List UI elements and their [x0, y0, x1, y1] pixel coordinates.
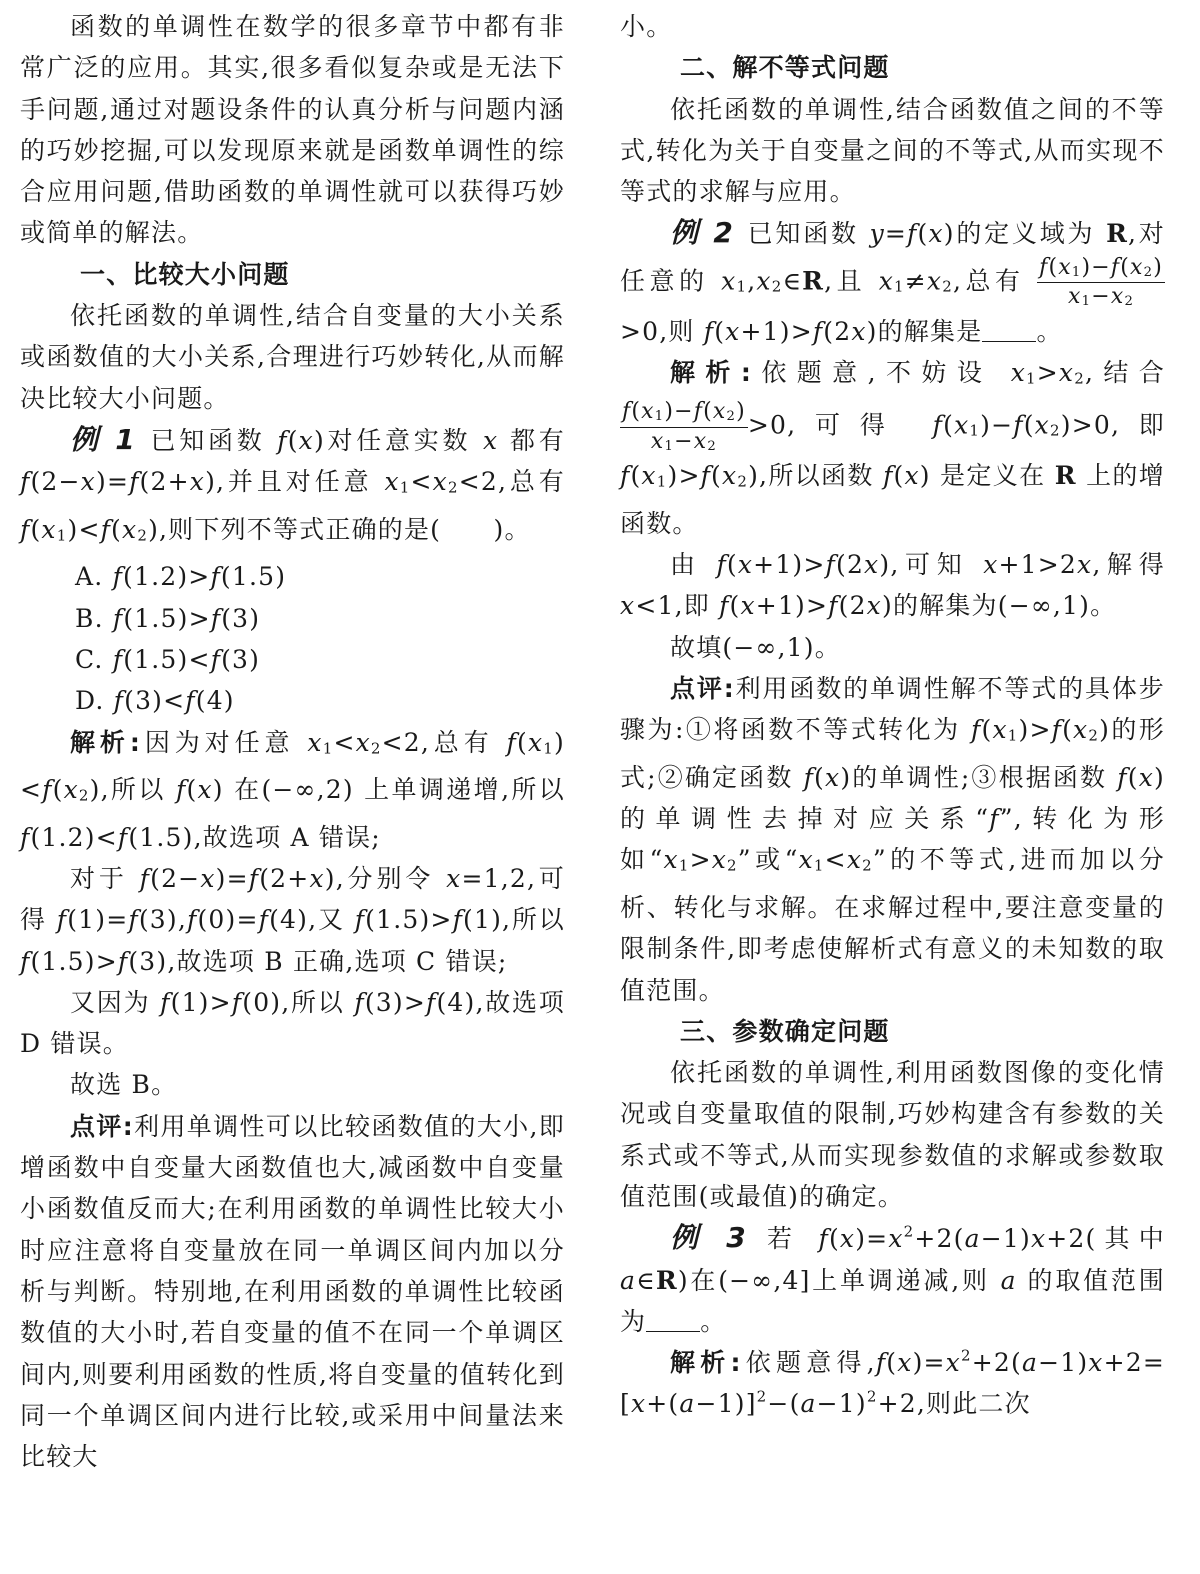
analysis-2-paragraph-1: 解析:依题意,不妨设 $x_1>x_2$,结合 $\frac{f(x_1)-f(x_2)}{x_1-x_2}$ >0,可得 $f(x_1)-f(x_2)>0$,即 $f(x_1)>f(x_2)$,所以函数 f(x) 是定义在 R 上的增函数。 — [620, 357, 1165, 538]
example-1: 例 1 已知函数 f(x)对任意实数 x 都有 f(2−x)=f(2+x),并且对任意 $x_1<x_2<2$,总有 $f(x_1)<f(x_2)$,则下列不等式正确的是( )。 — [20, 422, 565, 545]
comment-1-continuation: 小。 — [620, 12, 673, 41]
intro-paragraph: 函数的单调性在数学的很多章节中都有非常广泛的应用。其实,很多看似复杂或是无法下手问题,通过对题设条件的认真分析与问题内涵的巧妙挖掘,可以发现原来就是函数单调性的综合应用问题,借助函数的单调性就可以获得巧妙或简单的解法。 — [20, 12, 565, 248]
option-d: D. f(3)<f(4) — [75, 686, 235, 716]
section-intro-parameter: 依托函数的单调性,利用函数图像的变化情况或自变量取值的限制,巧妙构建含有参数的关系式或不等式,从而实现参数值的求解或参数取值范围(或最值)的确定。 — [620, 1058, 1165, 1211]
option-c: C. f(1.5)<f(3) — [75, 644, 261, 674]
section-intro-inequality: 依托函数的单调性,结合函数值之间的不等式,转化为关于自变量之间的不等式,从而实现不等式的求解与应用。 — [620, 94, 1165, 207]
analysis-3-paragraph-1: 解析:依题意得$,f(x)=x^2+2(a-1)x+2=[x+(a-1)]^2-(a-1)^2+2$,则此二次 — [620, 1346, 1165, 1419]
comment-label: 点评: — [70, 1111, 134, 1141]
analysis-label: 解析: — [670, 1348, 742, 1378]
option-a: A. f(1.2)>f(1.5) — [75, 562, 287, 592]
section-heading-inequality: 二、解不等式问题 — [680, 53, 890, 83]
analysis-label: 解析: — [70, 727, 142, 757]
section-heading-compare: 一、比较大小问题 — [80, 259, 290, 289]
answer-blank — [982, 316, 1036, 342]
analysis-1-paragraph-1: 解析:因为对任意 $x_1<x_2<2$,总有 $f(x_1)<f(x_2)$,所以 f(x) 在(−∞,2) 上单调递增,所以 f(1.2)<f(1.5),故选项 A 错误; — [20, 727, 565, 852]
comment-1-text: 利用单调性可以比较函数值的大小,即增函数中自变量大函数值也大,减函数中自变量小函数值反而大;在利用函数的单调性比较大小时应注意将自变量放在同一单调区间内加以分析与判断。特别地,在利用函数的单调性比较函数值的大小时,若自变量的值不在同一个单调区间内,则要利用函数的性质,将自变量的值转化到同一个单调区间内进行比较,或采用中间量法来比较大 — [20, 1111, 565, 1472]
analysis-1-paragraph-3: 又因为 f(1)>f(0),所以 f(3)>f(4),故选项 D 错误。 — [20, 987, 565, 1059]
left-column — [20, 6, 565, 1477]
example-2: 例 2 已知函数 y=f(x)的定义域为 R,对任意的 $x_1,x_2\in R$,且 $x_1\ne x_2$,总有 $\frac{f(x_1)-f(x_2)}{x_1-x_2}$ >0,则 f(x+1)>f(2x)的解集是 。 — [620, 216, 1165, 346]
comment-1 — [20, 1106, 565, 1478]
section-heading-parameter: 三、参数确定问题 — [680, 1016, 890, 1046]
example-1-label: 例 1 — [70, 422, 136, 456]
analysis-label: 解析: — [670, 357, 753, 387]
answer-2: 故填(−∞,1)。 — [670, 632, 841, 662]
analysis-1-paragraph-2: 对于 f(2−x)=f(2+x),分别令 x=1,2,可得 f(1)=f(3),f(0)=f(4),又 f(1.5)>f(1),所以 f(1.5)>f(3),故选项 B 正确,选项 C 错误; — [20, 863, 565, 976]
example-3: 例 3 若 $f(x)=x^2+2(a-1)x+2$(其中 a∈R)在(−∞,4]上单调递减,则 a 的取值范围为 。 — [620, 1221, 1165, 1336]
option-b: B. f(1.5)>f(3) — [75, 603, 261, 633]
section-intro-compare: 依托函数的单调性,结合自变量的大小关系或函数值的大小关系,合理进行巧妙转化,从而解决比较大小问题。 — [20, 301, 565, 413]
comment-2: 点评:利用函数的单调性解不等式的具体步骤为:①将函数不等式转化为 $f(x_1)>f(x_2)$的形式;②确定函数 f(x)的单调性;③根据函数 f(x)的单调性去掉对应关系“f”,转化为形如“$x_1>x_2$”或“$x_1<x_2$”的不等式,进而加以分析、转化与求解。在求解过程中,要注意变量的限制条件,即考虑使解析式有意义的未知数的取值范围。 — [620, 673, 1165, 1005]
example-2-label: 例 2 — [670, 216, 735, 250]
answer-blank — [646, 1306, 700, 1332]
right-column — [620, 6, 1165, 1425]
example-3-label: 例 3 — [670, 1221, 747, 1255]
analysis-2-paragraph-2: 由 f(x+1)>f(2x),可知 x+1>2x,解得 x<1,即 f(x+1)>f(2x)的解集为(−∞,1)。 — [620, 550, 1165, 621]
comment-label: 点评: — [670, 673, 735, 703]
answer-1: 故选 B。 — [70, 1070, 178, 1100]
